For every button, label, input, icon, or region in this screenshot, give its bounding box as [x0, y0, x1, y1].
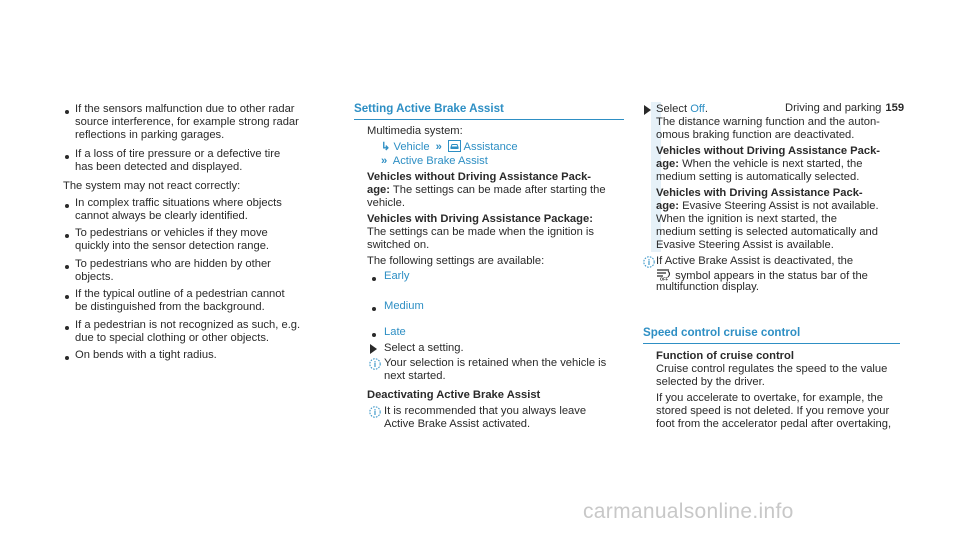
option-late[interactable]: Late: [384, 326, 406, 338]
bullet: [372, 333, 376, 337]
bullet: [372, 307, 376, 311]
bullet: [65, 326, 69, 330]
page-header: [785, 102, 904, 115]
option-early[interactable]: Early: [384, 270, 410, 282]
list-item: In complex traffic situations where objects: [75, 197, 282, 209]
option-medium[interactable]: Medium: [384, 300, 424, 312]
svg-text:i: i: [647, 258, 651, 268]
menu-label: Multimedia system:: [367, 125, 463, 137]
list-item: objects.: [75, 271, 114, 283]
list-item: To pedestrians who are hidden by other: [75, 258, 271, 270]
svg-text:OFF: OFF: [659, 276, 669, 281]
off-option[interactable]: Off: [690, 103, 705, 115]
menu-arrow-icon: ↳: [381, 141, 391, 153]
list-item: has been detected and displayed.: [75, 161, 243, 173]
with-text-line: When the ignition is next started, the: [656, 213, 837, 225]
list-item: To pedestrians or vehicles if they move: [75, 227, 268, 239]
menu-path: [381, 140, 518, 154]
function-heading: Function of cruise control: [656, 350, 794, 362]
list-item: due to special clothing or other objects.: [75, 332, 270, 344]
function-text-line: stored speed is not deleted. If you remove your: [656, 405, 890, 417]
bullet: [65, 234, 69, 238]
deactivating-heading: Deactivating Active Brake Assist: [367, 389, 541, 401]
bullet: [65, 204, 69, 208]
with-label: Vehicles with Driving Assistance Pack-: [656, 187, 863, 199]
note-line: multifunction display.: [656, 281, 760, 293]
note-line: It is recommended that you always leave: [384, 405, 587, 417]
without-text-line: age: When the vehicle is next started, the: [656, 158, 863, 170]
list-item: If the typical outline of a pedestrian cannot: [75, 288, 285, 300]
function-text-line: Cruise control regulates the speed to the value: [656, 363, 888, 375]
menu-active-brake-assist[interactable]: Active Brake Assist: [392, 155, 488, 167]
note-line: Your selection is retained when the vehicle is: [384, 357, 607, 369]
note-line: next started.: [384, 370, 446, 382]
list-item: If a pedestrian is not recognized as such, e.g.: [75, 319, 301, 331]
note-line: If Active Brake Assist is deactivated, the: [656, 255, 854, 267]
svg-text:i: i: [373, 408, 377, 418]
svg-text:i: i: [373, 360, 377, 370]
step-text: Select a setting.: [384, 342, 464, 354]
section-heading: Setting Active Brake Assist: [354, 102, 504, 115]
bullet: [65, 265, 69, 269]
step-arrow-icon: [644, 105, 651, 115]
list-item: be distinguished from the background.: [75, 301, 265, 313]
heading-rule: [643, 343, 900, 344]
list-item: cannot always be clearly identified.: [75, 210, 248, 222]
bullet: [65, 110, 69, 114]
note-line: OFF symbol appears in the status bar of the: [656, 268, 868, 283]
list-item: If a loss of tire pressure or a defective tire: [75, 148, 281, 160]
chevron-right-icon: »: [435, 141, 442, 153]
list-item: source interference, for example strong radar: [75, 116, 299, 128]
with-label: Vehicles with Driving Assistance Package:: [367, 213, 593, 225]
step-text-line: The distance warning function and the auton-: [656, 116, 880, 128]
with-text-line: The settings can be made when the ignition is: [367, 226, 594, 238]
watermark: carmanualsonline.info: [583, 500, 794, 523]
step-arrow-icon: [370, 344, 377, 354]
function-text-line: selected by the driver.: [656, 376, 765, 388]
without-label: Vehicles without Driving Assistance Pack-: [367, 171, 592, 183]
step-line: Select Off.: [656, 103, 709, 115]
page-number: 159: [885, 102, 905, 114]
section-heading: Speed control cruise control: [643, 326, 801, 339]
with-text-line: switched on.: [367, 239, 430, 251]
function-text-line: If you accelerate to overtake, for example, the: [656, 392, 883, 404]
heading-rule: [354, 119, 624, 120]
bullet: [65, 356, 69, 360]
brake-assist-off-icon: [656, 268, 672, 281]
bullet: [65, 155, 69, 159]
bullet: [372, 277, 376, 281]
bullet: [65, 295, 69, 299]
list-item: On bends with a tight radius.: [75, 349, 217, 361]
note-line: Active Brake Assist activated.: [384, 418, 531, 430]
available-text: The following settings are available:: [367, 255, 545, 267]
info-icon: [643, 256, 655, 268]
step-text-line: omous braking function are deactivated.: [656, 129, 855, 141]
with-text-line: age: Evasive Steering Assist is not available.: [656, 200, 879, 212]
section-title: Driving and parking: [785, 102, 882, 114]
menu-path-2: [381, 155, 488, 168]
menu-assistance[interactable]: Assistance: [463, 141, 518, 153]
menu-vehicle[interactable]: Vehicle: [393, 141, 430, 153]
without-text-line: medium setting is automatically selected.: [656, 171, 860, 183]
car-assistance-icon: [448, 140, 461, 152]
intro-text: The system may not react correctly:: [63, 180, 241, 192]
without-label: Vehicles without Driving Assistance Pack-: [656, 145, 881, 157]
list-item: quickly into the sensor detection range.: [75, 240, 270, 252]
function-text-line: foot from the accelerator pedal after overtaking,: [656, 418, 892, 430]
list-item: If the sensors malfunction due to other radar: [75, 103, 295, 115]
with-text-line: medium setting is selected automatically and: [656, 226, 878, 238]
without-text-line: age: The settings can be made after starting the: [367, 184, 606, 196]
info-icon: [369, 358, 381, 370]
chevron-right-icon: »: [381, 155, 388, 167]
with-text-line: Evasive Steering Assist is available.: [656, 239, 834, 251]
without-text-line: vehicle.: [367, 197, 405, 209]
list-item: reflections in parking garages.: [75, 129, 225, 141]
info-icon: [369, 406, 381, 418]
